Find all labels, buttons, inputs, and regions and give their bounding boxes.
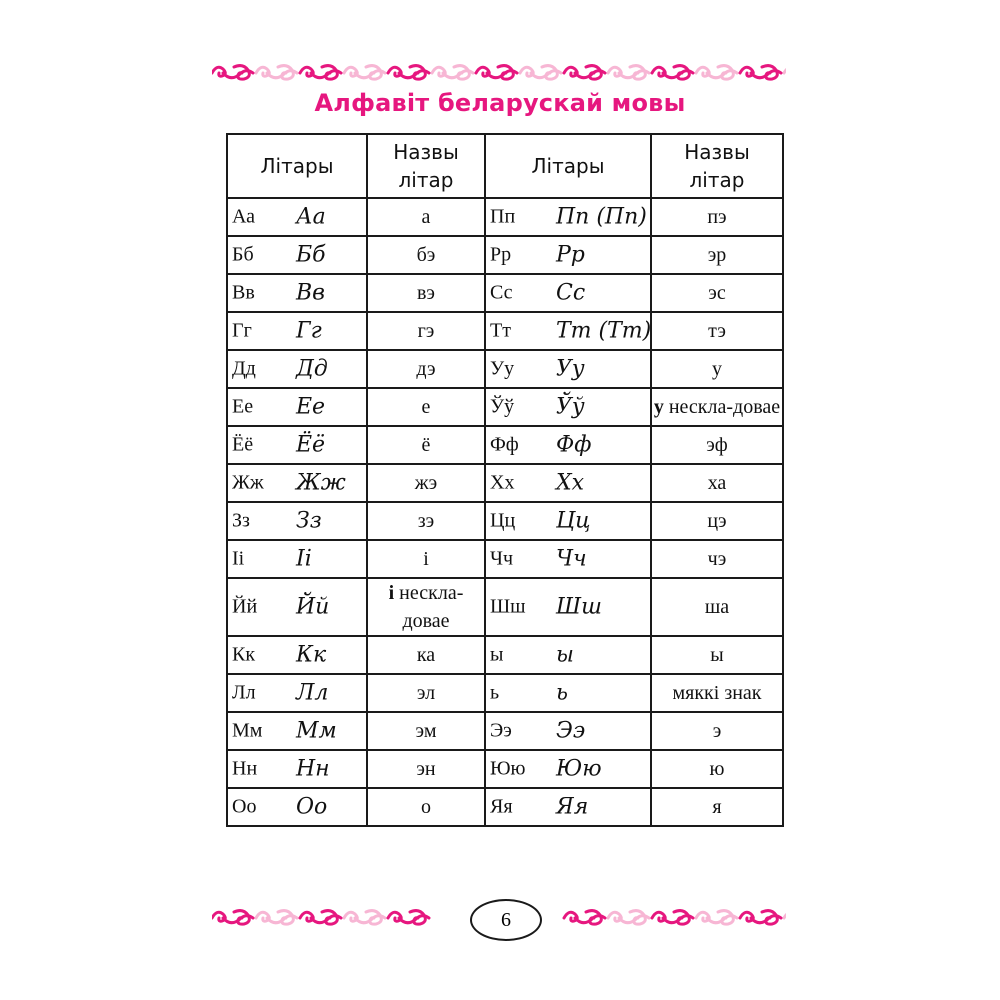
cursive-letter: Ее (296, 394, 326, 420)
table-row (227, 502, 783, 540)
printed-letter: Рр (490, 243, 512, 266)
right-letter-name: ю (651, 750, 783, 788)
right-letter-cell (485, 502, 651, 540)
right-letter-name: мяккі знак (651, 674, 783, 712)
right-letter-cell (485, 712, 651, 750)
printed-letter: Чч (490, 547, 514, 570)
printed-letter: Жж (232, 471, 264, 494)
right-letter-cell (485, 198, 651, 236)
ornament-swirl (212, 911, 253, 925)
header-names-left-text: Назвы літар (393, 140, 459, 192)
ornament-swirl (740, 911, 781, 925)
cursive-letter: Мм (296, 718, 337, 744)
left-letter-name: зэ (367, 502, 485, 540)
table-row (227, 426, 783, 464)
cursive-letter: Пп (Пп) (556, 204, 647, 230)
printed-letter: Кк (232, 643, 256, 666)
cursive-letter: Іі (296, 546, 312, 572)
ornament-swirl (696, 911, 737, 925)
printed-letter: Яя (490, 795, 513, 818)
left-letter-name: о (367, 788, 485, 826)
printed-letter: Тт (490, 319, 511, 342)
printed-letter: Ўў (490, 395, 515, 418)
ornament-swirl (300, 911, 341, 925)
printed-letter: Шш (490, 595, 526, 618)
header-letters-left: Літары (227, 134, 367, 198)
printed-letter: Ее (232, 395, 254, 418)
right-letter-cell (485, 350, 651, 388)
table-row (227, 312, 783, 350)
printed-letter: Зз (232, 509, 250, 532)
printed-letter: Хх (490, 471, 515, 494)
page-title: Алфавіт беларускай мовы (314, 89, 686, 117)
ornament-swirl (564, 66, 605, 80)
alphabet-table (226, 133, 784, 827)
left-letter-cell (227, 350, 367, 388)
table-row (227, 636, 783, 674)
ornament-swirl (740, 66, 781, 80)
printed-letter: Фф (490, 433, 519, 456)
right-letter-cell (485, 788, 651, 826)
left-letter-name: е (367, 388, 485, 426)
cursive-letter: ь (556, 680, 568, 706)
ornament-swirl (344, 911, 385, 925)
ornament-swirl (520, 66, 561, 80)
left-letter-cell (227, 578, 367, 636)
printed-letter: Дд (232, 357, 256, 380)
cursive-letter: Йй (296, 594, 330, 620)
left-letter-cell (227, 198, 367, 236)
table-row (227, 750, 783, 788)
left-letter-cell (227, 788, 367, 826)
left-letter-cell (227, 426, 367, 464)
table-row (227, 712, 783, 750)
printed-letter: Лл (232, 681, 256, 704)
header-letters-right: Літары (485, 134, 651, 198)
table-row (227, 674, 783, 712)
left-letter-cell (227, 274, 367, 312)
right-letter-cell (485, 636, 651, 674)
right-letter-name: э (651, 712, 783, 750)
cursive-letter: Тт (Тт) (556, 318, 652, 344)
cursive-letter: Гг (296, 318, 322, 344)
printed-letter: Оо (232, 795, 257, 818)
left-letter-cell (227, 712, 367, 750)
right-letter-cell (485, 388, 651, 426)
left-letter-name: а (367, 198, 485, 236)
left-letter-cell (227, 388, 367, 426)
right-letter-name: ха (651, 464, 783, 502)
table-row (227, 350, 783, 388)
left-letter-cell (227, 540, 367, 578)
cursive-letter: Нн (296, 756, 330, 782)
cursive-letter: Хх (556, 470, 585, 496)
left-letter-cell (227, 674, 367, 712)
right-letter-name-rest: нескла-довае (663, 396, 781, 418)
ornament-swirl (388, 66, 429, 80)
cursive-letter: Аа (296, 204, 326, 230)
right-letter-name: эф (651, 426, 783, 464)
left-letter-name: дэ (367, 350, 485, 388)
cursive-letter: Шш (556, 594, 602, 620)
header-names-left (367, 134, 485, 198)
right-letter-name: я (651, 788, 783, 826)
right-letter-cell (485, 674, 651, 712)
cursive-letter: Рр (556, 242, 585, 268)
printed-letter: Вв (232, 281, 255, 304)
left-letter-cell (227, 312, 367, 350)
table-header-row (227, 134, 783, 198)
right-letter-name: ша (651, 578, 783, 636)
right-letter-name: у (651, 350, 783, 388)
printed-letter: Сс (490, 281, 513, 304)
ornament-swirl (476, 66, 517, 80)
left-letter-name-bold: і (388, 582, 395, 604)
top-ornament-border (212, 61, 786, 85)
left-letter-name: бэ (367, 236, 485, 274)
left-letter-name: эл (367, 674, 485, 712)
page-number: 6 (470, 899, 542, 941)
ornament-swirl (784, 911, 786, 925)
cursive-letter: Цц (556, 508, 591, 534)
cursive-letter: ы (556, 642, 574, 668)
right-letter-name (651, 388, 783, 426)
ornament-swirl (388, 911, 429, 925)
table-row (227, 236, 783, 274)
ornament-swirl (652, 911, 693, 925)
cursive-letter: Ёё (296, 432, 326, 458)
ornament-swirl (652, 66, 693, 80)
printed-letter: Цц (490, 509, 516, 532)
right-letter-name: пэ (651, 198, 783, 236)
ornament-swirl (432, 66, 473, 80)
cursive-letter: Чч (556, 546, 587, 572)
cursive-letter: Оо (296, 794, 328, 820)
cursive-letter: Бб (296, 242, 326, 268)
left-letter-name: эн (367, 750, 485, 788)
left-letter-cell (227, 464, 367, 502)
cursive-letter: Яя (556, 794, 589, 820)
left-letter-cell (227, 636, 367, 674)
left-letter-name: эм (367, 712, 485, 750)
left-letter-cell (227, 750, 367, 788)
ornament-swirl (564, 911, 605, 925)
table-row (227, 198, 783, 236)
right-letter-cell (485, 274, 651, 312)
printed-letter: Юю (490, 757, 526, 780)
left-letter-name (367, 578, 485, 636)
left-letter-name-rest: нескла-довае (394, 582, 464, 632)
cursive-letter: Жж (296, 470, 346, 496)
cursive-letter: Кк (296, 642, 327, 668)
ornament-swirl (608, 911, 649, 925)
right-letter-name: тэ (651, 312, 783, 350)
left-letter-name: ё (367, 426, 485, 464)
printed-letter: Ээ (490, 719, 512, 742)
printed-letter: Йй (232, 595, 258, 618)
right-letter-cell (485, 750, 651, 788)
printed-letter: ы (490, 643, 504, 666)
ornament-swirl (608, 66, 649, 80)
cursive-letter: Зз (296, 508, 322, 534)
left-letter-name: і (367, 540, 485, 578)
ornament-swirl (256, 911, 297, 925)
left-letter-cell (227, 236, 367, 274)
ornament-swirl (212, 66, 253, 80)
ornament-swirl (256, 66, 297, 80)
table-row (227, 788, 783, 826)
printed-letter: ь (490, 681, 500, 704)
table-row (227, 388, 783, 426)
ornament-swirl (696, 66, 737, 80)
left-letter-name: ка (367, 636, 485, 674)
right-letter-cell (485, 312, 651, 350)
header-names-right (651, 134, 783, 198)
table-row (227, 540, 783, 578)
table-row (227, 274, 783, 312)
right-letter-name-bold: у (653, 396, 664, 418)
cursive-letter: Дд (296, 356, 328, 382)
printed-letter: Уу (490, 357, 515, 380)
printed-letter: Мм (232, 719, 263, 742)
right-letter-cell (485, 540, 651, 578)
right-letter-name: ы (651, 636, 783, 674)
right-letter-name: чэ (651, 540, 783, 578)
printed-letter: Іі (232, 547, 245, 570)
right-letter-name: эр (651, 236, 783, 274)
printed-letter: Ёё (232, 433, 254, 456)
table-row (227, 578, 783, 636)
table-row (227, 464, 783, 502)
printed-letter: Пп (490, 205, 516, 228)
left-letter-cell (227, 502, 367, 540)
header-names-right-text: Назвы літар (684, 140, 750, 192)
printed-letter: Нн (232, 757, 258, 780)
left-letter-name: жэ (367, 464, 485, 502)
cursive-letter: Ээ (556, 718, 586, 744)
left-letter-name: гэ (367, 312, 485, 350)
cursive-letter: Фф (556, 432, 592, 458)
cursive-letter: Вв (296, 280, 325, 306)
ornament-swirl (344, 66, 385, 80)
cursive-letter: Юю (556, 756, 602, 782)
cursive-letter: Лл (296, 680, 329, 706)
left-letter-name: вэ (367, 274, 485, 312)
printed-letter: Гг (232, 319, 252, 342)
right-letter-name: цэ (651, 502, 783, 540)
ornament-swirl (300, 66, 341, 80)
right-letter-cell (485, 578, 651, 636)
right-letter-name: эс (651, 274, 783, 312)
cursive-letter: Ўў (556, 394, 585, 420)
right-letter-cell (485, 426, 651, 464)
cursive-letter: Уу (556, 356, 585, 382)
printed-letter: Аа (232, 205, 256, 228)
ornament-swirl (784, 66, 786, 80)
cursive-letter: Сс (556, 280, 586, 306)
printed-letter: Бб (232, 243, 254, 266)
right-letter-cell (485, 236, 651, 274)
right-letter-cell (485, 464, 651, 502)
